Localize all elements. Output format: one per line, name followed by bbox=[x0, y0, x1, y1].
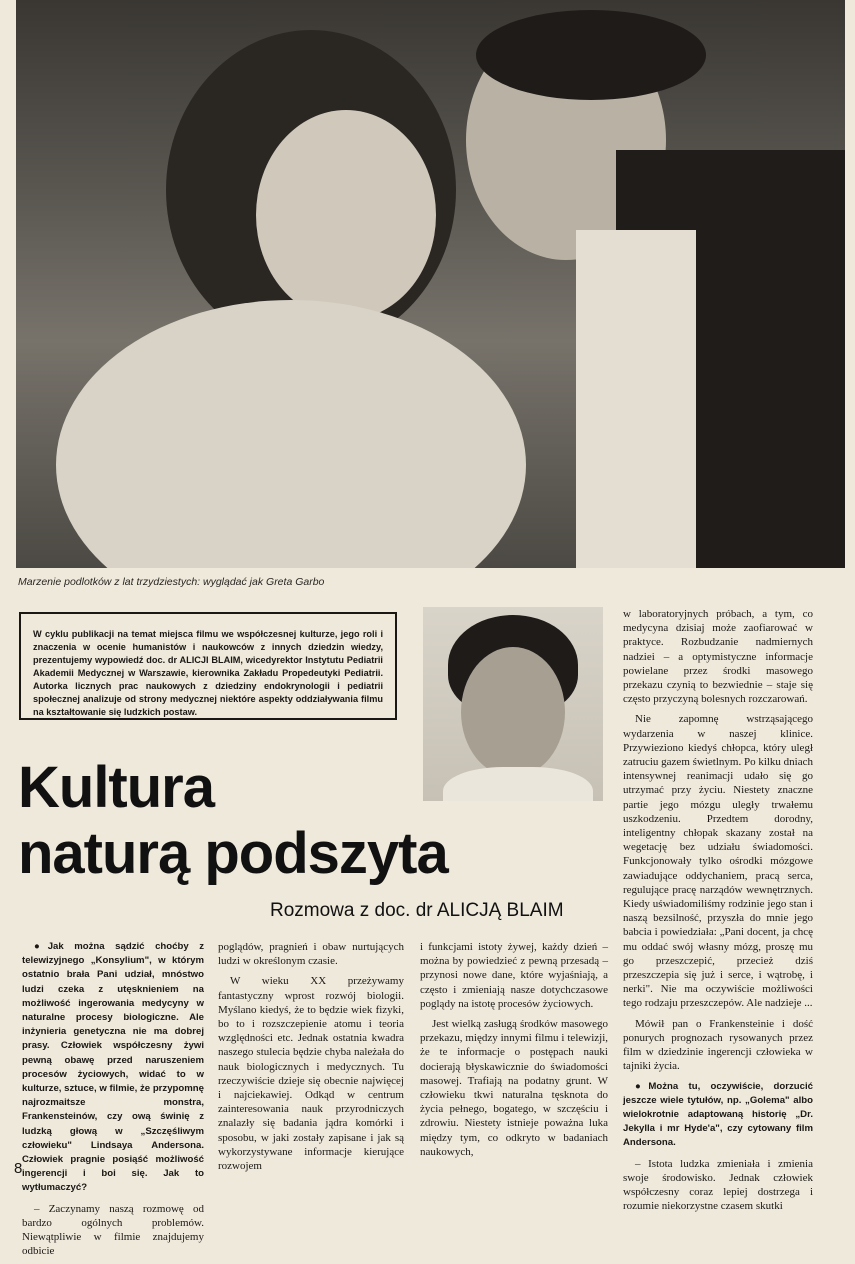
column-2 bbox=[218, 940, 404, 1179]
column-4-paragraph-2: Nie zapomnę wstrząsającego wydarzenia w naszej klinice. Przywieziono kiedyś chłopca, który uległ zatruciu gazem świetlnym. Po kilku dniach intensywnej reanimacji udało się go utrzymać przy życiu. Niestety znaczne partie jego mózgu uległy trwałemu uszkodzeniu. Przedtem dorodny, inteligentny chłopak skazany został na wegetację bez udziału świadomości. Funkcjonowały tylko ośrodki mózgowe zawiadujące oddychaniem, pracą serca, regulujące pracę narządów wewnętrznych. Kiedy uświadomiliśmy rodzinie jego stan i naszą bezsilność, przyszła do mnie jego babcia i powiedziała: „Pani docent, ja chcę mu oddać swój własny mózg, proszę mu go przeszczepić, przecież dziś przeszczepia się już i serce, i wątrobę, i nerki". Nie ma oczywiście możliwości tego rodzaju przeszczepów. Ale nadzieje ... bbox=[623, 713, 814, 1010]
column-1 bbox=[22, 940, 204, 1264]
intro-box: W cyklu publikacji na temat miejsca filmu we współczesnej kulturze, jego roli i znaczenia w ocenie humanistów i naukowców z innych dziedzin wiedzy, prezentujemy wypowiedź doc. dr ALICJI BLAIM, wicedyrektor Instytutu Pediatrii Akademii Medycznej w Warszawie, kierownika Zakładu Propedeutyki Pediatrii. Autorka licznych prac naukowych z dziedziny endokrynologii i pediatrii społecznej analizuje od strony medycznej niektóre aspekty oddziaływania filmu na kształtowanie się ludzkich postaw. bbox=[19, 612, 397, 720]
column-3-paragraph-2: Jest wielką zasługą środków masowego przekazu, między innymi filmu i telewizji, że te informacje o postępach nauki docierają błyskawicznie do świadomości masowej. Trafiają na podatny grunt. W człowieku tkwi naturalna tęsknota do życia pełnego, bogatego, w szczęściu i zdrowiu. Niestety istnieje poważna luka między tym, co odkryto w badaniach naukowych, bbox=[420, 1018, 608, 1158]
column-2-paragraph-1: poglądów, pragnień i obaw nurtujących ludzi w określonym czasie. bbox=[218, 941, 404, 968]
subtitle: Rozmowa z doc. dr ALICJĄ BLAIM bbox=[270, 900, 564, 921]
photo-caption: Marzenie podlotków z lat trzydziestych: wyglądać jak Greta Garbo bbox=[18, 576, 325, 588]
headline-line-1: Kultura bbox=[18, 755, 214, 820]
shoulders-shape bbox=[56, 300, 526, 568]
column-4-paragraph-3: Mówił pan o Frankensteinie i dość ponurych prognozach rysowanych przez film w dziedzinie ingerencji człowieka w tajniki życia. bbox=[623, 1017, 813, 1073]
portrait-photo bbox=[423, 607, 603, 801]
page-number: 8 bbox=[14, 1160, 23, 1177]
headline bbox=[18, 755, 448, 887]
question-1: ● Jak można sądzić choćby z telewizyjnego „Konsylium", w którym ostatnio brała Pani udział, mnóstwo ludzi czeka z utęsknieniem na możliwość ingerowania medycyny w naturalne procesy biologiczne. Ale inżynieria genetyczna nie ma dobrej prasy. Człowiek współczesny żywi pewną obawę przed naruszeniem procesów życiowych, widać to w kulturze, sztuce, w filmie, że przypomnę najrozmaitsze monstra, Frankensteinów, czy ową świnię z ludzką głową w „Szczęśliwym człowieku" Lindsaya Andersona. Człowiek pragnie posiąść możliwość ingerencji i boi się. Jak to wytłumaczyć? bbox=[22, 940, 204, 1196]
portrait-face bbox=[461, 647, 565, 777]
man-hair-shape bbox=[476, 10, 706, 100]
shirt-shape bbox=[576, 230, 696, 568]
headline-line-2: naturą podszyta bbox=[18, 821, 448, 886]
column-3-paragraph-1: i funkcjami istoty żywej, każdy dzień – można by powiedzieć z pewną przesadą – przynosi nowe dane, które wyjaśniają, a często i zmieniają nasze dotychczasowe poglądy na istotę procesów życiowych. bbox=[420, 941, 608, 1010]
column-4 bbox=[623, 607, 813, 1219]
portrait-collar bbox=[443, 767, 593, 801]
question-2: ● Można tu, oczywiście, dorzucić jeszcze wiele tytułów, np. „Golema" albo wielokrotnie adaptowaną historię „Dr. Jekylla i mr Hyde'a", czy cytowany film Andersona. bbox=[623, 1080, 813, 1151]
column-3 bbox=[420, 940, 608, 1165]
face-shape bbox=[256, 110, 436, 320]
column-2-paragraph-2: W wieku XX przeżywamy fantastyczny wprost rozwój biologii. Myślano kiedyś, że to będzie wiek fizyki, bo to i rozszczepienie atomu i teoria względności etc. Jednak ostatnia kwadra naszego stulecia będzie chyba należała do nauk biologicznych i medycznych. Tu rzeczywiście dzieje się obecnie najwięcej i najciekawiej. Odkąd w centrum zainteresowania nauk przyrodniczych znalazły się badania jądra komórki i sposobu, w jaki zostały zapisane i jak są wykorzystywane informacje kierujące rozwojem bbox=[218, 975, 404, 1173]
answer-2: – Istota ludzka zmieniała i zmienia swoje środowisko. Jednak człowiek współczesny coraz lepiej dostrzega i rozumie niekorzystne czasem skutki bbox=[623, 1157, 813, 1213]
column-4-paragraph-1: w laboratoryjnych próbach, a tym, co medycyna dzisiaj może zaofiarować w praktyce. Rozbudzanie nadmiernych nadziei – a optymistyczne informacje powielane przez środki masowego przekazu czynią to bezwiednie – staje się często przyczyną bolesnych rozczarowań. bbox=[623, 608, 813, 706]
film-still-photo bbox=[16, 0, 845, 568]
answer-1: – Zaczynamy naszą rozmowę od bardzo ogólnych problemów. Niewątpliwie w filmie znajdujemy odbicie bbox=[22, 1202, 204, 1258]
